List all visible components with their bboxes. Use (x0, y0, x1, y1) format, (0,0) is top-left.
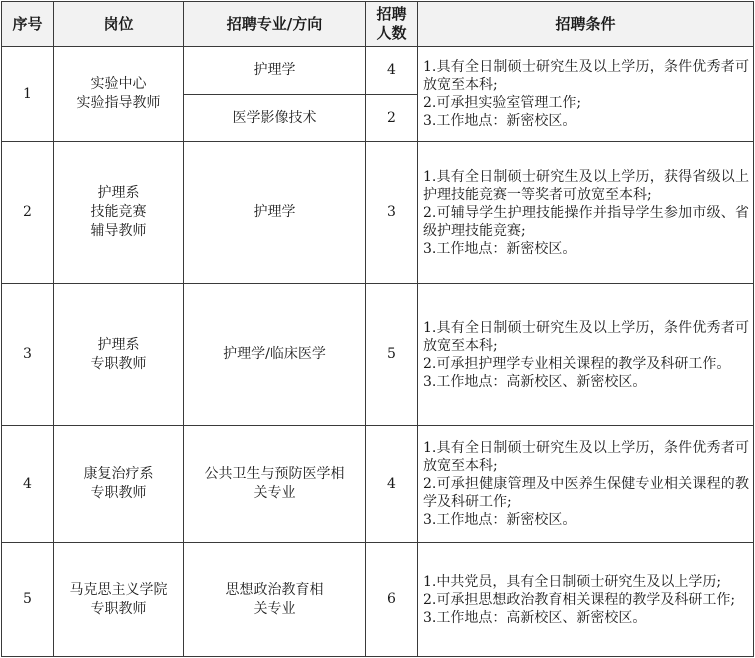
row-seq: 1 (2, 47, 54, 142)
row-position: 马克思主义学院 专职教师 (54, 543, 184, 657)
table-row (2, 284, 754, 426)
row-major: 护理学/临床医学 (184, 284, 366, 426)
row-conditions: 1.具有全日制硕士研究生及以上学历，条件优秀者可放宽至本科; 2.可承担健康管理及中医养生保健专业相关课程的教学及科研工作; 3.工作地点：新密校区。 (418, 426, 754, 543)
table-row (2, 543, 754, 657)
row-conditions: 1.具有全日制硕士研究生及以上学历，条件优秀者可放宽至本科; 2.可承担实验室管理工作; 3.工作地点：新密校区。 (418, 47, 754, 142)
header-conditions: 招聘条件 (418, 2, 754, 47)
row-position: 实验中心 实验指导教师 (54, 47, 184, 142)
row-count: 2 (366, 95, 418, 142)
row-seq: 5 (2, 543, 54, 657)
row-conditions: 1.具有全日制硕士研究生及以上学历，条件优秀者可放宽至本科; 2.可承担护理学专业相关课程的教学及科研工作。 3.工作地点：高新校区、新密校区。 (418, 284, 754, 426)
row-major: 医学影像技术 (184, 95, 366, 142)
row-position: 护理系 专职教师 (54, 284, 184, 426)
table-row (2, 47, 754, 95)
row-count: 6 (366, 543, 418, 657)
row-major: 思想政治教育相关专业 (184, 543, 366, 657)
row-seq: 4 (2, 426, 54, 543)
row-major: 公共卫生与预防医学相关专业 (184, 426, 366, 543)
row-position: 康复治疗系 专职教师 (54, 426, 184, 543)
row-position: 护理系 技能竞赛 辅导教师 (54, 142, 184, 284)
table-row (2, 426, 754, 543)
table-header-row (2, 2, 754, 47)
header-count: 招聘 人数 (366, 2, 418, 47)
row-seq: 3 (2, 284, 54, 426)
row-seq: 2 (2, 142, 54, 284)
table-row (2, 142, 754, 284)
header-position: 岗位 (54, 2, 184, 47)
row-conditions: 1.中共党员，具有全日制硕士研究生及以上学历; 2.可承担思想政治教育相关课程的教学及科研工作; 3.工作地点：高新校区、新密校区。 (418, 543, 754, 657)
header-major: 招聘专业/方向 (184, 2, 366, 47)
header-seq: 序号 (2, 2, 54, 47)
row-major: 护理学 (184, 142, 366, 284)
row-count: 3 (366, 142, 418, 284)
row-count: 5 (366, 284, 418, 426)
row-conditions: 1.具有全日制硕士研究生及以上学历，获得省级以上护理技能竞赛一等奖者可放宽至本科; 2.可辅导学生护理技能操作并指导学生参加市级、省级护理技能竞赛; 3.工作地点：新密校区。 (418, 142, 754, 284)
row-count: 4 (366, 47, 418, 95)
recruitment-table (1, 1, 754, 657)
row-major: 护理学 (184, 47, 366, 95)
row-count: 4 (366, 426, 418, 543)
